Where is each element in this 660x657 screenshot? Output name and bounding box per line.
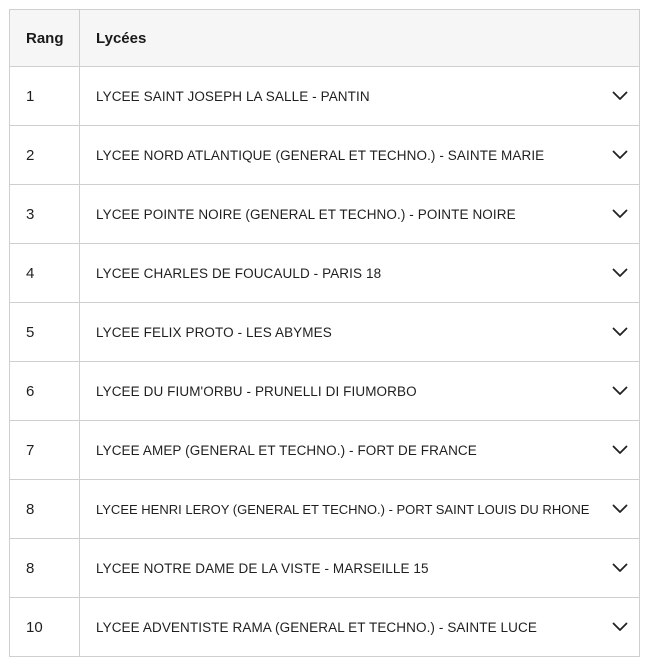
school-cell [80, 67, 640, 126]
school-name: LYCEE HENRI LEROY (GENERAL ET TECHNO.) - PORT SAINT LOUIS DU RHONE [96, 501, 590, 517]
rank-cell: 4 [10, 244, 80, 303]
school-name: LYCEE CHARLES DE FOUCAULD - PARIS 18 [96, 265, 382, 281]
chevron-down-icon[interactable] [611, 559, 629, 577]
school-cell-content [96, 500, 623, 518]
chevron-down-icon[interactable] [611, 382, 629, 400]
header-row [10, 10, 640, 67]
table-row[interactable] [10, 244, 640, 303]
table-row[interactable] [10, 362, 640, 421]
school-name: LYCEE FELIX PROTO - LES ABYMES [96, 324, 332, 340]
table-row[interactable] [10, 185, 640, 244]
school-cell [80, 539, 640, 598]
school-cell-content [96, 618, 623, 636]
rank-cell: 7 [10, 421, 80, 480]
school-cell-content [96, 87, 623, 105]
school-cell-content [96, 559, 623, 577]
school-cell [80, 362, 640, 421]
school-cell-content [96, 441, 623, 459]
rank-cell: 2 [10, 126, 80, 185]
table-row[interactable] [10, 67, 640, 126]
table-row[interactable] [10, 126, 640, 185]
chevron-down-icon[interactable] [611, 205, 629, 223]
chevron-down-icon[interactable] [611, 264, 629, 282]
chevron-down-icon[interactable] [611, 87, 629, 105]
chevron-down-icon[interactable] [611, 441, 629, 459]
school-cell [80, 244, 640, 303]
school-cell-content [96, 264, 623, 282]
school-cell-content [96, 323, 623, 341]
rank-cell: 8 [10, 539, 80, 598]
table-row[interactable] [10, 598, 640, 657]
rank-cell: 1 [10, 67, 80, 126]
school-name: LYCEE AMEP (GENERAL ET TECHNO.) - FORT DE FRANCE [96, 442, 477, 458]
table-row[interactable] [10, 480, 640, 539]
column-header-rank: Rang [10, 10, 80, 67]
school-cell [80, 421, 640, 480]
table-body [10, 67, 640, 657]
school-name: LYCEE POINTE NOIRE (GENERAL ET TECHNO.) - POINTE NOIRE [96, 206, 516, 222]
column-header-school: Lycées [80, 10, 640, 67]
rank-cell: 3 [10, 185, 80, 244]
chevron-down-icon[interactable] [611, 146, 629, 164]
rank-cell: 6 [10, 362, 80, 421]
rank-cell: 5 [10, 303, 80, 362]
school-name: LYCEE DU FIUM'ORBU - PRUNELLI DI FIUMORBO [96, 383, 417, 399]
chevron-down-icon[interactable] [611, 618, 629, 636]
school-cell-content [96, 382, 623, 400]
school-cell-content [96, 205, 623, 223]
rank-cell: 10 [10, 598, 80, 657]
table-header [10, 10, 640, 67]
school-cell [80, 303, 640, 362]
chevron-down-icon[interactable] [611, 500, 629, 518]
table-row[interactable] [10, 421, 640, 480]
ranking-table [9, 9, 640, 657]
school-cell [80, 185, 640, 244]
school-cell [80, 126, 640, 185]
school-name: LYCEE SAINT JOSEPH LA SALLE - PANTIN [96, 88, 370, 104]
table-row[interactable] [10, 303, 640, 362]
school-cell [80, 598, 640, 657]
school-cell-content [96, 146, 623, 164]
school-cell [80, 480, 640, 539]
table-row[interactable] [10, 539, 640, 598]
school-name: LYCEE NOTRE DAME DE LA VISTE - MARSEILLE 15 [96, 560, 429, 576]
rank-cell: 8 [10, 480, 80, 539]
chevron-down-icon[interactable] [611, 323, 629, 341]
school-name: LYCEE NORD ATLANTIQUE (GENERAL ET TECHNO.) - SAINTE MARIE [96, 147, 545, 163]
school-name: LYCEE ADVENTISTE RAMA (GENERAL ET TECHNO.) - SAINTE LUCE [96, 619, 537, 635]
